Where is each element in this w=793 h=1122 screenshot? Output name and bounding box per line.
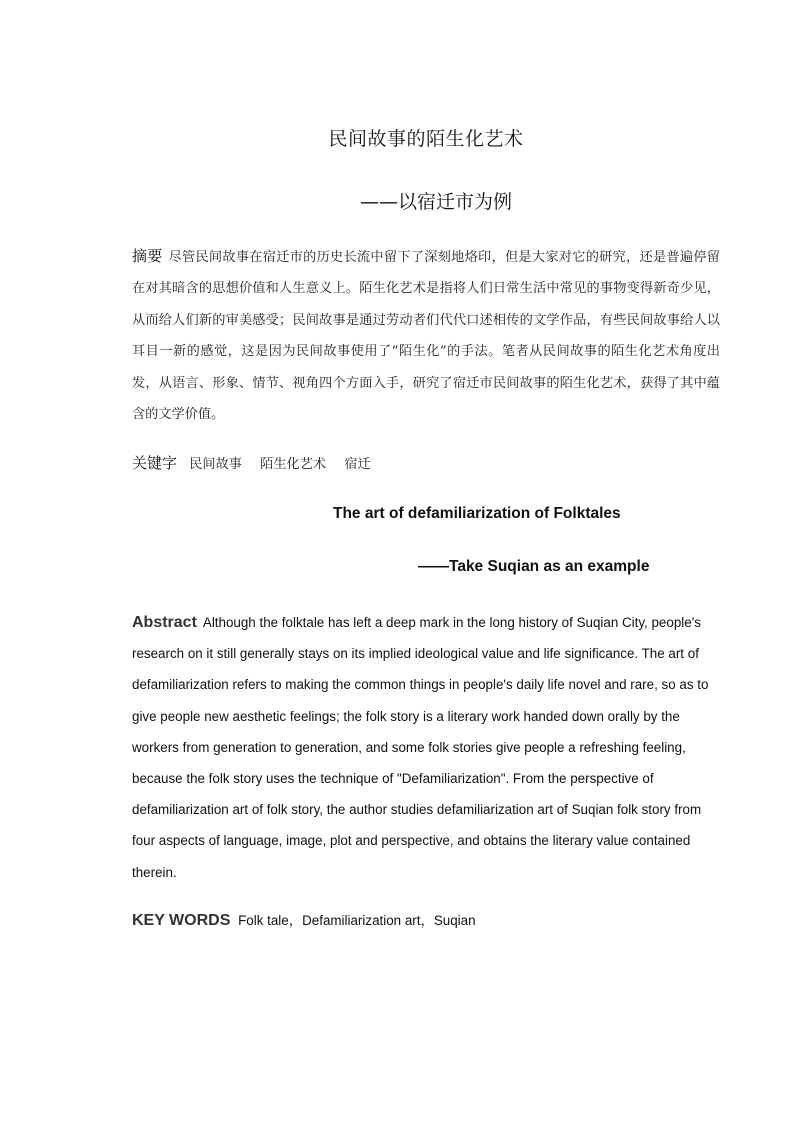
- english-title: The art of defamiliarization of Folktales: [333, 505, 621, 522]
- chinese-abstract: [132, 241, 720, 430]
- english-abstract-label: Abstract: [132, 614, 197, 631]
- chinese-keywords: [132, 452, 385, 473]
- chinese-title: 民间故事的陌生化艺术: [328, 128, 524, 150]
- chinese-keyword: 民间故事: [189, 457, 242, 472]
- chinese-subtitle: ——以宿迁市为例: [360, 191, 513, 213]
- english-abstract: [132, 607, 720, 888]
- chinese-abstract-text: 尽管民间故事在宿迁市的历史长流中留下了深刻地烙印，但是大家对它的研究，还是普遍停留在对其暗含的思想价值和人生意义上。陌生化艺术是指将人们日常生活中常见的事物变得新奇少见，从而给人们新的审美感受；民间故事是通过劳动者们代代口述相传的文学作品，有些民间故事给人以耳目一新的感觉，这是因为民间故事使用了“陌生化”的手法。笔者从民间故事的陌生化艺术角度出发，从语言、形象、情节、视角四个方面入手，研究了宿迁市民间故事的陌生化艺术，获得了其中蕴含的文学价值。: [132, 250, 720, 423]
- chinese-keyword: 宿迁: [344, 457, 371, 472]
- chinese-keywords-label: 关键字: [132, 454, 178, 472]
- english-keywords-text: Folk tale，Defamiliarization art，Suqian: [238, 913, 476, 928]
- english-subtitle: ——Take Suqian as an example: [418, 558, 650, 575]
- english-keywords-label: KEY WORDS: [132, 912, 231, 929]
- chinese-abstract-label: 摘要: [132, 247, 163, 265]
- chinese-keyword: 陌生化艺术: [260, 457, 327, 472]
- english-keywords: [132, 910, 476, 930]
- english-abstract-text: Although the folktale has left a deep mark in the long history of Suqian City, people's research on it still generally stays on its implied ideological value and life significance. The art of defamiliarization refers to making the common things in people's daily life novel and rare, so as to give people new aesthetic feelings; the folk story is a literary work handed down orally by the workers from generation to generation, and some folk stories give people a refreshing feeling, because the folk story uses the technique of "Defamiliarization". From the perspective of defamiliarization art of folk story, the author studies defamiliarization art of Suqian folk story from four aspects of language, image, plot and perspective, and obtains the literary value contained therein.: [132, 615, 709, 880]
